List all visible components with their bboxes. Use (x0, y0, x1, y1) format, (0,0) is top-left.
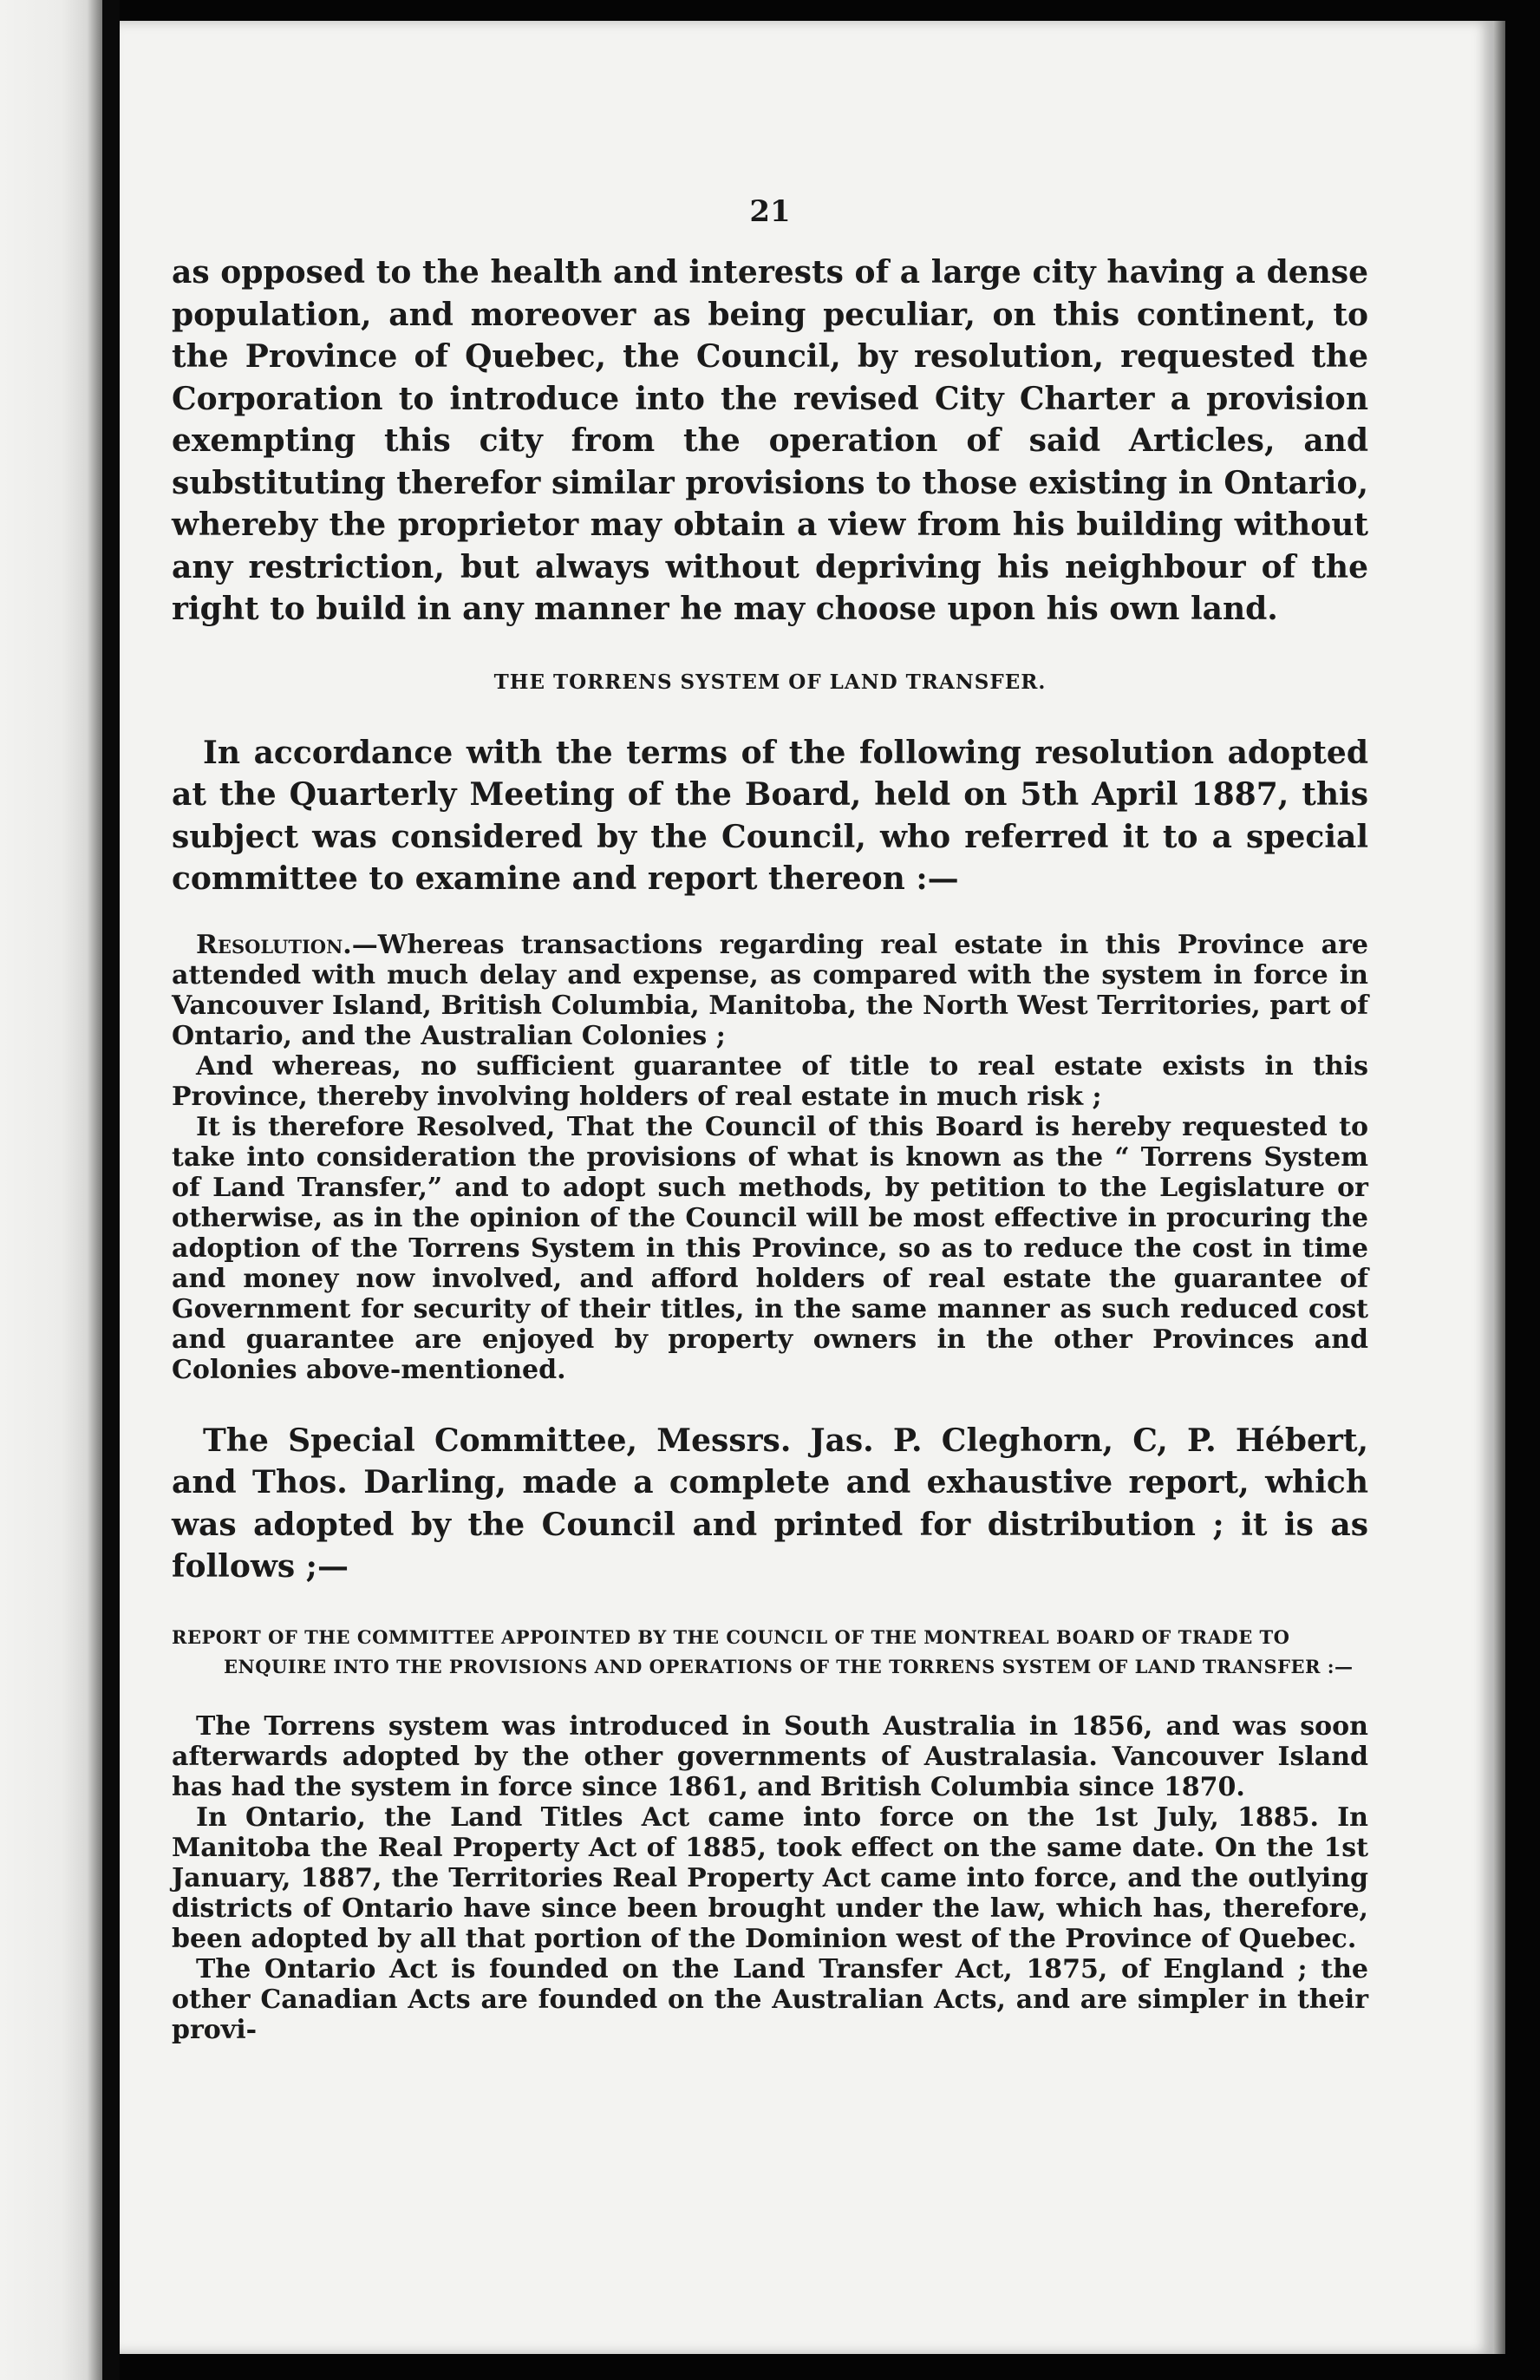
page-number: 21 (749, 194, 791, 229)
report-paragraph-1: The Torrens system was introduced in South Australia in 1856, and was soon afterwards adopted by the other governments of Australasia. Vancouver Island has had the system in force since 1861, and British Columbia since 1870. (172, 1710, 1368, 1802)
resolution-paragraph-3: It is therefore Resolved, That the Council of this Board is hereby requested to take into consideration the provisions of what is known as the “ Torrens System of Land Transfer,” and to adopt such methods, by petition to the Legislature or otherwise, as in the opinion of the Council will be most effective in procuring the adoption of the Torrens System in this Province, so as to reduce the cost in time and money now involved, and afford holders of real estate the guarantee of Government for security of their titles, in the same manner as such reduced cost and guarantee are enjoyed by property owners in the other Provinces and Colonies above-mentioned. (172, 1111, 1368, 1385)
resolution-block (172, 930, 1368, 1385)
section-heading: THE TORRENS SYSTEM OF LAND TRANSFER. (493, 670, 1047, 694)
book-gutter (102, 0, 120, 2380)
accordance-paragraph: In accordance with the terms of the following resolution adopted at the Quarterly Meeting of the Board, held on 5th April 1887, this subject was considered by the Council, who referred it to a special committee to examine and report thereon :— (172, 734, 1368, 897)
intro-paragraph: as opposed to the health and interests of a large city having a dense population, and moreover as being peculiar, on this continent, to the Province of Quebec, the Council, by resolution, requested the Corporation to introduce into the revised City Charter a provision exempting this city from the operation of said Articles, and substituting therefor similar provisions to those existing in Ontario, whereby the proprietor may obtain a view from his building without any restriction, but always without depriving his neighbour of the right to build in any manner he may choose upon his own land. (172, 254, 1368, 627)
book-page (120, 21, 1493, 2354)
report-paragraph-3: The Ontario Act is founded on the Land Transfer Act, 1875, of England ; the other Canadian Acts are founded on the Australian Acts, and are simpler in their provi- (172, 1953, 1368, 2045)
resolution-lead: Resolution. (196, 929, 352, 960)
left-page-edge (0, 0, 102, 2380)
report-body (172, 1711, 1368, 2045)
resolution-paragraph-1 (172, 930, 1368, 1051)
report-paragraph-2: In Ontario, the Land Titles Act came into force on the 1st July, 1885. In Manitoba the Real Property Act of 1885, took effect on the same date. On the 1st January, 1887, the Territories Real Property Act came into force, and the outlying districts of Ontario have since been brought under the law, which has, therefore, been adopted by all that portion of the Dominion west of the Province of Quebec. (172, 1801, 1368, 1954)
resolution-text-1: —Whereas transactions regarding real estate in this Province are attended with much delay and expense, as compared with the system in force in Vancouver Island, British Columbia, Manitoba, the North West Territories, part of Ontario, and the Australian Colonies ; (172, 929, 1368, 1051)
report-heading: REPORT OF THE COMMITTEE APPOINTED BY THE COUNCIL OF THE MONTREAL BOARD OF TRADE TO ENQUIRE INTO THE PROVISIONS AND OPERATIONS OF THE TORRENS SYSTEM OF LAND TRANSFER :— (172, 1625, 1354, 1677)
resolution-paragraph-2: And whereas, no sufficient guarantee of title to real estate exists in this Province, thereby involving holders of real estate in much risk ; (172, 1050, 1368, 1112)
right-page-edge (1493, 21, 1505, 2354)
committee-paragraph: The Special Committee, Messrs. Jas. P. Cleghorn, C, P. Hébert, and Thos. Darling, made a complete and exhaustive report, which was adopted by the Council and printed for distribution ; it is as follows ;— (172, 1422, 1368, 1585)
page-content (172, 194, 1368, 2045)
